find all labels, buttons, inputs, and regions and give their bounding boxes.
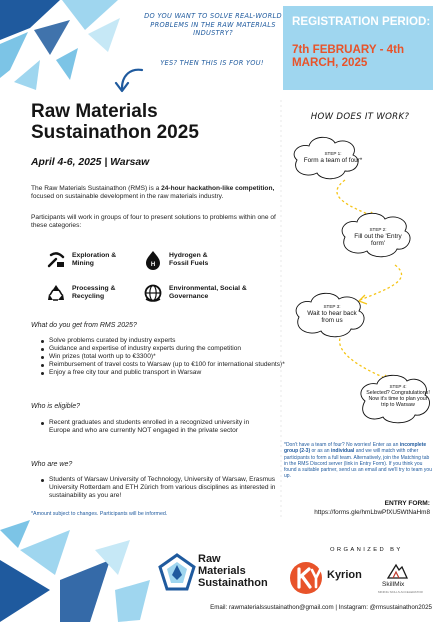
list-item: Solve problems curated by industry experts bbox=[49, 337, 289, 345]
note-part: and we will match with other participants to form a full team. Alternatively, join the Matching tab in the RMS Discord server (link in Entry Form). If you think you found a suitable partner, send us an email and we'll try to team you up. bbox=[284, 448, 432, 480]
registration-dates: 7th FEBRUARY - 4th MARCH, 2025 bbox=[292, 43, 405, 69]
list-item: Enjoy a free city tour and public transport in Warsaw bbox=[49, 369, 289, 377]
step-label: STEP 4: bbox=[389, 384, 407, 389]
arrowhead-icon bbox=[359, 295, 367, 304]
category-processing bbox=[46, 283, 132, 303]
intro-paragraph-2: Participants will work in groups of four to present solutions to problems within one of these categories: bbox=[31, 214, 276, 230]
skillmix-logo-icon bbox=[386, 562, 408, 580]
step-label: STEP 2: bbox=[369, 227, 387, 232]
about-heading: Who are we? bbox=[31, 461, 73, 468]
column-divider bbox=[280, 100, 282, 520]
category-label: Environmental, Social & Governance bbox=[169, 285, 247, 300]
kyrion-logo-text: Kyrion bbox=[327, 569, 362, 581]
skillmix-logo-text: SkillMix bbox=[382, 581, 405, 588]
step-label: STEP 3: bbox=[323, 304, 341, 309]
intro-part2: focused on sustainable development in the raw materials industry. bbox=[31, 193, 224, 201]
note-part: or as an bbox=[310, 448, 331, 455]
recycling-icon bbox=[46, 283, 66, 303]
footer-separator: | bbox=[333, 604, 339, 611]
logo-line: Materials bbox=[198, 565, 246, 577]
footer-contact bbox=[0, 604, 432, 611]
instagram-label: Instagram: bbox=[338, 604, 370, 611]
rms-logo-icon bbox=[158, 553, 196, 593]
step-text: Selected? Congratulations! Now it's time to plan your trip to Warsaw bbox=[366, 390, 430, 408]
category-exploration bbox=[46, 250, 132, 270]
event-dates: April 4-6, 2025 bbox=[31, 157, 102, 168]
step-label: STEP 1: bbox=[324, 151, 342, 156]
step-2 bbox=[348, 227, 408, 247]
how-title: HOW DOES IT WORK? bbox=[310, 112, 410, 122]
note-bold: individual bbox=[330, 448, 355, 455]
eligibility-list bbox=[40, 419, 269, 435]
step-3 bbox=[302, 304, 362, 324]
subtitle-separator: | bbox=[104, 157, 108, 168]
skillmix-tagline: MINING SKILLS ACCELERATOR bbox=[378, 590, 423, 594]
event-city: Warsaw bbox=[110, 157, 150, 168]
step-text: Fill out the 'Entry form' bbox=[354, 233, 402, 248]
step-connector bbox=[340, 330, 390, 380]
list-item: Win prizes (total worth up to €3300)* bbox=[49, 353, 289, 361]
intro-answer: YES? THEN THIS IS FOR YOU! bbox=[160, 59, 264, 67]
entry-form-heading: ENTRY FORM: bbox=[384, 500, 430, 507]
organized-by-label: ORGANIZED BY bbox=[330, 547, 403, 553]
benefits-heading: What do you get from RMS 2025? bbox=[31, 322, 137, 329]
mining-icon bbox=[46, 250, 66, 270]
logo-line: Sustainathon bbox=[198, 577, 268, 589]
event-subtitle bbox=[31, 157, 149, 168]
step-1 bbox=[300, 151, 366, 164]
category-esg bbox=[143, 283, 264, 303]
amount-note: *Amount subject to changes. Participants will be informed. bbox=[31, 511, 168, 517]
eligibility-heading: Who is eligible? bbox=[31, 403, 81, 410]
hydrogen-icon bbox=[143, 250, 163, 270]
page-title: Raw Materials Sustainathon 2025 bbox=[31, 101, 199, 143]
category-label: Hydrogen & Fossil Fuels bbox=[169, 252, 209, 267]
category-label: Processing & Recycling bbox=[72, 285, 116, 300]
kyrion-logo-icon bbox=[288, 560, 328, 596]
step-text: Form a team of four* bbox=[303, 157, 363, 164]
step-4 bbox=[366, 384, 430, 408]
intro-paragraph bbox=[31, 185, 277, 201]
category-hydrogen bbox=[143, 250, 229, 270]
svg-text:H: H bbox=[150, 262, 156, 268]
step-text: Wait to hear back from us bbox=[307, 310, 357, 325]
registration-label: REGISTRATION PERIOD: bbox=[292, 15, 431, 28]
list-item: Guidance and expertise of industry experts during the competition bbox=[49, 345, 289, 353]
instagram-link[interactable]: @rmsustainathon2025 bbox=[369, 604, 432, 611]
email-label: Email: bbox=[210, 604, 229, 611]
intro-bold: 24-hour hackathon-like competition, bbox=[161, 185, 275, 192]
intro-question: DO YOU WANT TO SOLVE REAL-WORLD PROBLEMS IN THE RAW MATERIALS INDUSTRY? bbox=[144, 12, 282, 38]
list-item: Reimbursement of travel costs to Warsaw (up to €100 for international students)* bbox=[49, 361, 289, 369]
email-link[interactable]: rawmaterialssustainathon@gmail.com bbox=[229, 604, 334, 611]
note-bold: incomplete group (2-3) bbox=[284, 442, 427, 455]
step-connector bbox=[360, 265, 402, 300]
entry-form-link[interactable]: https://forms.gle/hmLbwPfXU5WtNaHm8 bbox=[314, 509, 430, 516]
rms-logo-text bbox=[198, 553, 268, 589]
note-part: *Don't have a team of four? No worries! Enter as an bbox=[284, 442, 400, 448]
list-item: Students of Warsaw University of Technology, University of Warsaw, Erasmus University Rotterdam and ETH Zürich from various disciplines as interested in sustainability as you are! bbox=[49, 476, 289, 500]
about-list bbox=[40, 476, 289, 500]
curved-arrow-icon bbox=[112, 66, 146, 96]
benefits-list bbox=[40, 337, 289, 377]
category-label: Exploration & Mining bbox=[72, 252, 117, 267]
step-connector bbox=[337, 180, 375, 217]
logo-line: Raw bbox=[198, 553, 221, 565]
list-item: Recent graduates and students enrolled in a recognized university in Europe and who are currently NOT engaged in the private sector bbox=[49, 419, 269, 435]
intro-part1: The Raw Materials Sustainathon (RMS) is a bbox=[31, 185, 162, 192]
globe-icon bbox=[143, 283, 163, 303]
team-note bbox=[284, 442, 432, 480]
